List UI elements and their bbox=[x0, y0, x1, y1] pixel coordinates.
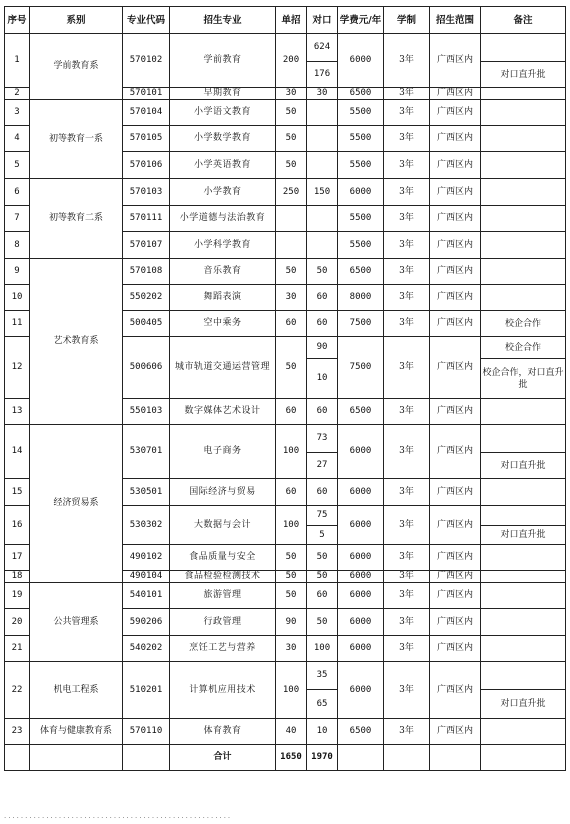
region-cell: 广西区内 bbox=[430, 479, 481, 506]
major-name-cell: 小学语文教育 bbox=[170, 100, 276, 126]
region-cell: 广西区内 bbox=[430, 636, 481, 662]
major-name-cell: 城市轨道交通运营管理 bbox=[170, 337, 276, 399]
major-code-cell: 550103 bbox=[123, 399, 170, 425]
vocational-entry-cell: 60 bbox=[307, 311, 338, 337]
single-enrollment-cell: 30 bbox=[276, 88, 307, 100]
major-code-cell: 530302 bbox=[123, 506, 170, 545]
major-code-cell: 500405 bbox=[123, 311, 170, 337]
major-code-cell: 530701 bbox=[123, 425, 170, 479]
remarks-cell bbox=[481, 88, 566, 100]
department-cell: 初等教育一系 bbox=[30, 100, 123, 179]
row-seq: 10 bbox=[5, 285, 30, 311]
tuition-cell: 6000 bbox=[338, 583, 384, 609]
region-cell: 广西区内 bbox=[430, 545, 481, 571]
duration-cell: 3年 bbox=[384, 479, 430, 506]
major-name-cell: 小学英语教育 bbox=[170, 152, 276, 179]
duration-cell: 3年 bbox=[384, 399, 430, 425]
vocational-entry-cell: 30 bbox=[307, 88, 338, 100]
table-row bbox=[5, 583, 566, 609]
single-enrollment-cell: 200 bbox=[276, 34, 307, 88]
single-enrollment-cell: 40 bbox=[276, 719, 307, 745]
remarks-cell bbox=[481, 232, 566, 259]
single-enrollment-cell: 60 bbox=[276, 399, 307, 425]
department-cell: 机电工程系 bbox=[30, 662, 123, 719]
remarks-cell: 对口直升批 bbox=[481, 526, 566, 545]
row-seq: 20 bbox=[5, 609, 30, 636]
remarks-cell: 对口直升批 bbox=[481, 62, 566, 88]
department-cell: 公共管理系 bbox=[30, 583, 123, 662]
table-row bbox=[5, 100, 566, 126]
remarks-cell bbox=[481, 425, 566, 453]
single-enrollment-cell: 50 bbox=[276, 571, 307, 583]
vocational-entry-cell: 75 bbox=[307, 506, 338, 526]
tuition-cell: 6000 bbox=[338, 609, 384, 636]
region-cell: 广西区内 bbox=[430, 88, 481, 100]
remarks-cell bbox=[481, 479, 566, 506]
header-duration: 学制 bbox=[384, 7, 430, 34]
region-cell: 广西区内 bbox=[430, 34, 481, 88]
region-cell: 广西区内 bbox=[430, 337, 481, 399]
major-code-cell: 570106 bbox=[123, 152, 170, 179]
tuition-cell: 5500 bbox=[338, 126, 384, 152]
remarks-cell bbox=[481, 285, 566, 311]
single-enrollment-cell: 100 bbox=[276, 662, 307, 719]
region-cell: 广西区内 bbox=[430, 285, 481, 311]
vocational-entry-cell: 624 bbox=[307, 34, 338, 62]
major-name-cell: 食品检验检测技术 bbox=[170, 571, 276, 583]
department-cell: 学前教育系 bbox=[30, 34, 123, 100]
major-name-cell: 音乐教育 bbox=[170, 259, 276, 285]
vocational-entry-cell bbox=[307, 206, 338, 232]
duration-cell: 3年 bbox=[384, 583, 430, 609]
remarks-cell bbox=[481, 545, 566, 571]
major-name-cell: 电子商务 bbox=[170, 425, 276, 479]
row-seq: 8 bbox=[5, 232, 30, 259]
major-code-cell: 570105 bbox=[123, 126, 170, 152]
tuition-cell: 7500 bbox=[338, 337, 384, 399]
row-seq: 1 bbox=[5, 34, 30, 88]
total-row bbox=[5, 745, 566, 771]
region-cell: 广西区内 bbox=[430, 506, 481, 545]
duration-cell: 3年 bbox=[384, 545, 430, 571]
vocational-entry-cell: 10 bbox=[307, 359, 338, 399]
vocational-entry-cell: 176 bbox=[307, 62, 338, 88]
tuition-cell: 6500 bbox=[338, 88, 384, 100]
major-name-cell: 食品质量与安全 bbox=[170, 545, 276, 571]
single-enrollment-cell bbox=[276, 232, 307, 259]
enrollment-plan-table bbox=[4, 6, 566, 771]
duration-cell: 3年 bbox=[384, 337, 430, 399]
vocational-entry-cell bbox=[307, 126, 338, 152]
remarks-cell: 校企合作，对口直升批 bbox=[481, 359, 566, 399]
tuition-cell: 6000 bbox=[338, 34, 384, 88]
remarks-cell bbox=[481, 636, 566, 662]
region-cell: 广西区内 bbox=[430, 662, 481, 719]
remarks-cell bbox=[481, 34, 566, 62]
remarks-cell bbox=[481, 126, 566, 152]
major-name-cell: 学前教育 bbox=[170, 34, 276, 88]
department-cell: 初等教育二系 bbox=[30, 179, 123, 259]
region-cell: 广西区内 bbox=[430, 100, 481, 126]
vocational-entry-cell: 65 bbox=[307, 690, 338, 719]
tuition-cell: 6500 bbox=[338, 399, 384, 425]
major-name-cell: 小学教育 bbox=[170, 179, 276, 206]
tuition-cell: 6000 bbox=[338, 662, 384, 719]
row-seq: 6 bbox=[5, 179, 30, 206]
region-cell: 广西区内 bbox=[430, 232, 481, 259]
major-name-cell: 国际经济与贸易 bbox=[170, 479, 276, 506]
duration-cell: 3年 bbox=[384, 662, 430, 719]
remarks-cell bbox=[481, 152, 566, 179]
major-code-cell: 500606 bbox=[123, 337, 170, 399]
vocational-entry-cell bbox=[307, 152, 338, 179]
vocational-entry-cell: 50 bbox=[307, 609, 338, 636]
row-seq: 22 bbox=[5, 662, 30, 719]
single-enrollment-cell: 60 bbox=[276, 479, 307, 506]
header-seq: 序号 bbox=[5, 7, 30, 34]
vocational-entry-cell bbox=[307, 232, 338, 259]
single-enrollment-cell: 100 bbox=[276, 425, 307, 479]
remarks-cell bbox=[481, 206, 566, 232]
vocational-entry-cell: 60 bbox=[307, 583, 338, 609]
header-tuition: 学费元/年 bbox=[338, 7, 384, 34]
truncated-footnote-edge: ······················································ bbox=[4, 814, 233, 822]
row-seq: 3 bbox=[5, 100, 30, 126]
table-row bbox=[5, 179, 566, 206]
tuition-cell: 6000 bbox=[338, 479, 384, 506]
vocational-entry-cell: 60 bbox=[307, 399, 338, 425]
major-code-cell: 570102 bbox=[123, 34, 170, 88]
major-name-cell: 数字媒体艺术设计 bbox=[170, 399, 276, 425]
major-name-cell: 小学道德与法治教育 bbox=[170, 206, 276, 232]
row-seq: 12 bbox=[5, 337, 30, 399]
remarks-cell bbox=[481, 399, 566, 425]
major-name-cell: 舞蹈表演 bbox=[170, 285, 276, 311]
single-enrollment-cell: 50 bbox=[276, 100, 307, 126]
duration-cell: 3年 bbox=[384, 179, 430, 206]
row-seq: 9 bbox=[5, 259, 30, 285]
tuition-cell: 8000 bbox=[338, 285, 384, 311]
major-code-cell: 550202 bbox=[123, 285, 170, 311]
single-enrollment-cell: 60 bbox=[276, 311, 307, 337]
single-enrollment-cell: 50 bbox=[276, 545, 307, 571]
single-enrollment-cell: 50 bbox=[276, 152, 307, 179]
major-code-cell: 540202 bbox=[123, 636, 170, 662]
vocational-entry-cell: 100 bbox=[307, 636, 338, 662]
vocational-entry-cell: 90 bbox=[307, 337, 338, 359]
duration-cell: 3年 bbox=[384, 636, 430, 662]
single-enrollment-cell: 250 bbox=[276, 179, 307, 206]
vocational-entry-cell: 50 bbox=[307, 259, 338, 285]
row-seq: 19 bbox=[5, 583, 30, 609]
major-name-cell: 早期教育 bbox=[170, 88, 276, 100]
duration-cell: 3年 bbox=[384, 719, 430, 745]
remarks-cell: 校企合作 bbox=[481, 337, 566, 359]
vocational-entry-cell: 150 bbox=[307, 179, 338, 206]
tuition-cell: 6000 bbox=[338, 545, 384, 571]
tuition-cell: 5500 bbox=[338, 100, 384, 126]
single-enrollment-cell: 50 bbox=[276, 259, 307, 285]
major-name-cell: 小学科学教育 bbox=[170, 232, 276, 259]
region-cell: 广西区内 bbox=[430, 179, 481, 206]
major-code-cell: 570111 bbox=[123, 206, 170, 232]
row-seq: 7 bbox=[5, 206, 30, 232]
duration-cell: 3年 bbox=[384, 152, 430, 179]
duration-cell: 3年 bbox=[384, 259, 430, 285]
tuition-cell: 5500 bbox=[338, 206, 384, 232]
duration-cell: 3年 bbox=[384, 506, 430, 545]
table-row bbox=[5, 719, 566, 745]
duration-cell: 3年 bbox=[384, 425, 430, 479]
single-enrollment-cell: 50 bbox=[276, 337, 307, 399]
duration-cell: 3年 bbox=[384, 285, 430, 311]
duration-cell: 3年 bbox=[384, 232, 430, 259]
row-seq: 17 bbox=[5, 545, 30, 571]
vocational-entry-cell bbox=[307, 100, 338, 126]
vocational-entry-cell: 5 bbox=[307, 526, 338, 545]
remarks-cell bbox=[481, 506, 566, 526]
major-name-cell: 行政管理 bbox=[170, 609, 276, 636]
remarks-cell: 对口直升批 bbox=[481, 690, 566, 719]
major-name-cell: 大数据与会计 bbox=[170, 506, 276, 545]
header-vocational-entry: 对口 bbox=[307, 7, 338, 34]
vocational-entry-cell: 50 bbox=[307, 571, 338, 583]
major-name-cell: 体育教育 bbox=[170, 719, 276, 745]
tuition-cell: 6500 bbox=[338, 259, 384, 285]
major-code-cell: 570104 bbox=[123, 100, 170, 126]
header-row bbox=[5, 7, 566, 34]
tuition-cell: 5500 bbox=[338, 232, 384, 259]
row-seq: 2 bbox=[5, 88, 30, 100]
major-code-cell: 570108 bbox=[123, 259, 170, 285]
duration-cell: 3年 bbox=[384, 126, 430, 152]
tuition-cell: 6000 bbox=[338, 636, 384, 662]
single-enrollment-cell: 100 bbox=[276, 506, 307, 545]
remarks-cell bbox=[481, 609, 566, 636]
row-seq: 4 bbox=[5, 126, 30, 152]
tuition-cell: 6000 bbox=[338, 425, 384, 479]
row-seq: 23 bbox=[5, 719, 30, 745]
single-enrollment-cell bbox=[276, 206, 307, 232]
row-seq: 11 bbox=[5, 311, 30, 337]
major-name-cell: 小学数学教育 bbox=[170, 126, 276, 152]
major-code-cell: 530501 bbox=[123, 479, 170, 506]
vocational-entry-cell: 10 bbox=[307, 719, 338, 745]
remarks-cell: 对口直升批 bbox=[481, 453, 566, 479]
remarks-cell bbox=[481, 583, 566, 609]
single-enrollment-cell: 90 bbox=[276, 609, 307, 636]
duration-cell: 3年 bbox=[384, 609, 430, 636]
total-label: 合计 bbox=[170, 745, 276, 771]
major-code-cell: 570103 bbox=[123, 179, 170, 206]
tuition-cell: 5500 bbox=[338, 152, 384, 179]
region-cell: 广西区内 bbox=[430, 425, 481, 479]
vocational-entry-cell: 35 bbox=[307, 662, 338, 690]
major-name-cell: 烹饪工艺与营养 bbox=[170, 636, 276, 662]
remarks-cell bbox=[481, 719, 566, 745]
header-single-enrollment: 单招 bbox=[276, 7, 307, 34]
vocational-entry-cell: 60 bbox=[307, 479, 338, 506]
region-cell: 广西区内 bbox=[430, 399, 481, 425]
region-cell: 广西区内 bbox=[430, 126, 481, 152]
vocational-entry-cell: 50 bbox=[307, 545, 338, 571]
major-name-cell: 计算机应用技术 bbox=[170, 662, 276, 719]
duration-cell: 3年 bbox=[384, 311, 430, 337]
remarks-cell bbox=[481, 571, 566, 583]
region-cell: 广西区内 bbox=[430, 311, 481, 337]
major-code-cell: 490102 bbox=[123, 545, 170, 571]
region-cell: 广西区内 bbox=[430, 583, 481, 609]
major-name-cell: 空中乘务 bbox=[170, 311, 276, 337]
table-row bbox=[5, 425, 566, 453]
major-code-cell: 570110 bbox=[123, 719, 170, 745]
region-cell: 广西区内 bbox=[430, 259, 481, 285]
region-cell: 广西区内 bbox=[430, 609, 481, 636]
department-cell: 艺术教育系 bbox=[30, 259, 123, 425]
major-code-cell: 570107 bbox=[123, 232, 170, 259]
tuition-cell: 6000 bbox=[338, 571, 384, 583]
duration-cell: 3年 bbox=[384, 88, 430, 100]
total-vocational-entry: 1970 bbox=[307, 745, 338, 771]
region-cell: 广西区内 bbox=[430, 206, 481, 232]
duration-cell: 3年 bbox=[384, 571, 430, 583]
region-cell: 广西区内 bbox=[430, 152, 481, 179]
single-enrollment-cell: 30 bbox=[276, 285, 307, 311]
single-enrollment-cell: 50 bbox=[276, 583, 307, 609]
tuition-cell: 6000 bbox=[338, 179, 384, 206]
single-enrollment-cell: 50 bbox=[276, 126, 307, 152]
table-row bbox=[5, 34, 566, 62]
header-region: 招生范围 bbox=[430, 7, 481, 34]
row-seq: 15 bbox=[5, 479, 30, 506]
remarks-cell bbox=[481, 259, 566, 285]
header-remarks: 备注 bbox=[481, 7, 566, 34]
department-cell: 经济贸易系 bbox=[30, 425, 123, 583]
total-single-enrollment: 1650 bbox=[276, 745, 307, 771]
enrollment-plan-table-container bbox=[4, 6, 565, 771]
tuition-cell: 6500 bbox=[338, 719, 384, 745]
major-code-cell: 540101 bbox=[123, 583, 170, 609]
remarks-cell bbox=[481, 100, 566, 126]
remarks-cell bbox=[481, 179, 566, 206]
duration-cell: 3年 bbox=[384, 34, 430, 88]
table-row bbox=[5, 259, 566, 285]
department-cell: 体育与健康教育系 bbox=[30, 719, 123, 745]
row-seq: 18 bbox=[5, 571, 30, 583]
vocational-entry-cell: 73 bbox=[307, 425, 338, 453]
remarks-cell bbox=[481, 662, 566, 690]
header-major-code: 专业代码 bbox=[123, 7, 170, 34]
region-cell: 广西区内 bbox=[430, 571, 481, 583]
tuition-cell: 6000 bbox=[338, 506, 384, 545]
row-seq: 16 bbox=[5, 506, 30, 545]
major-code-cell: 490104 bbox=[123, 571, 170, 583]
row-seq: 5 bbox=[5, 152, 30, 179]
header-department: 系别 bbox=[30, 7, 123, 34]
table-body bbox=[5, 34, 566, 745]
remarks-cell: 校企合作 bbox=[481, 311, 566, 337]
major-code-cell: 510201 bbox=[123, 662, 170, 719]
row-seq: 21 bbox=[5, 636, 30, 662]
duration-cell: 3年 bbox=[384, 206, 430, 232]
row-seq: 14 bbox=[5, 425, 30, 479]
region-cell: 广西区内 bbox=[430, 719, 481, 745]
major-code-cell: 590206 bbox=[123, 609, 170, 636]
row-seq: 13 bbox=[5, 399, 30, 425]
duration-cell: 3年 bbox=[384, 100, 430, 126]
vocational-entry-cell: 60 bbox=[307, 285, 338, 311]
vocational-entry-cell: 27 bbox=[307, 453, 338, 479]
major-name-cell: 旅游管理 bbox=[170, 583, 276, 609]
table-row bbox=[5, 662, 566, 690]
major-code-cell: 570101 bbox=[123, 88, 170, 100]
header-major: 招生专业 bbox=[170, 7, 276, 34]
single-enrollment-cell: 30 bbox=[276, 636, 307, 662]
tuition-cell: 7500 bbox=[338, 311, 384, 337]
